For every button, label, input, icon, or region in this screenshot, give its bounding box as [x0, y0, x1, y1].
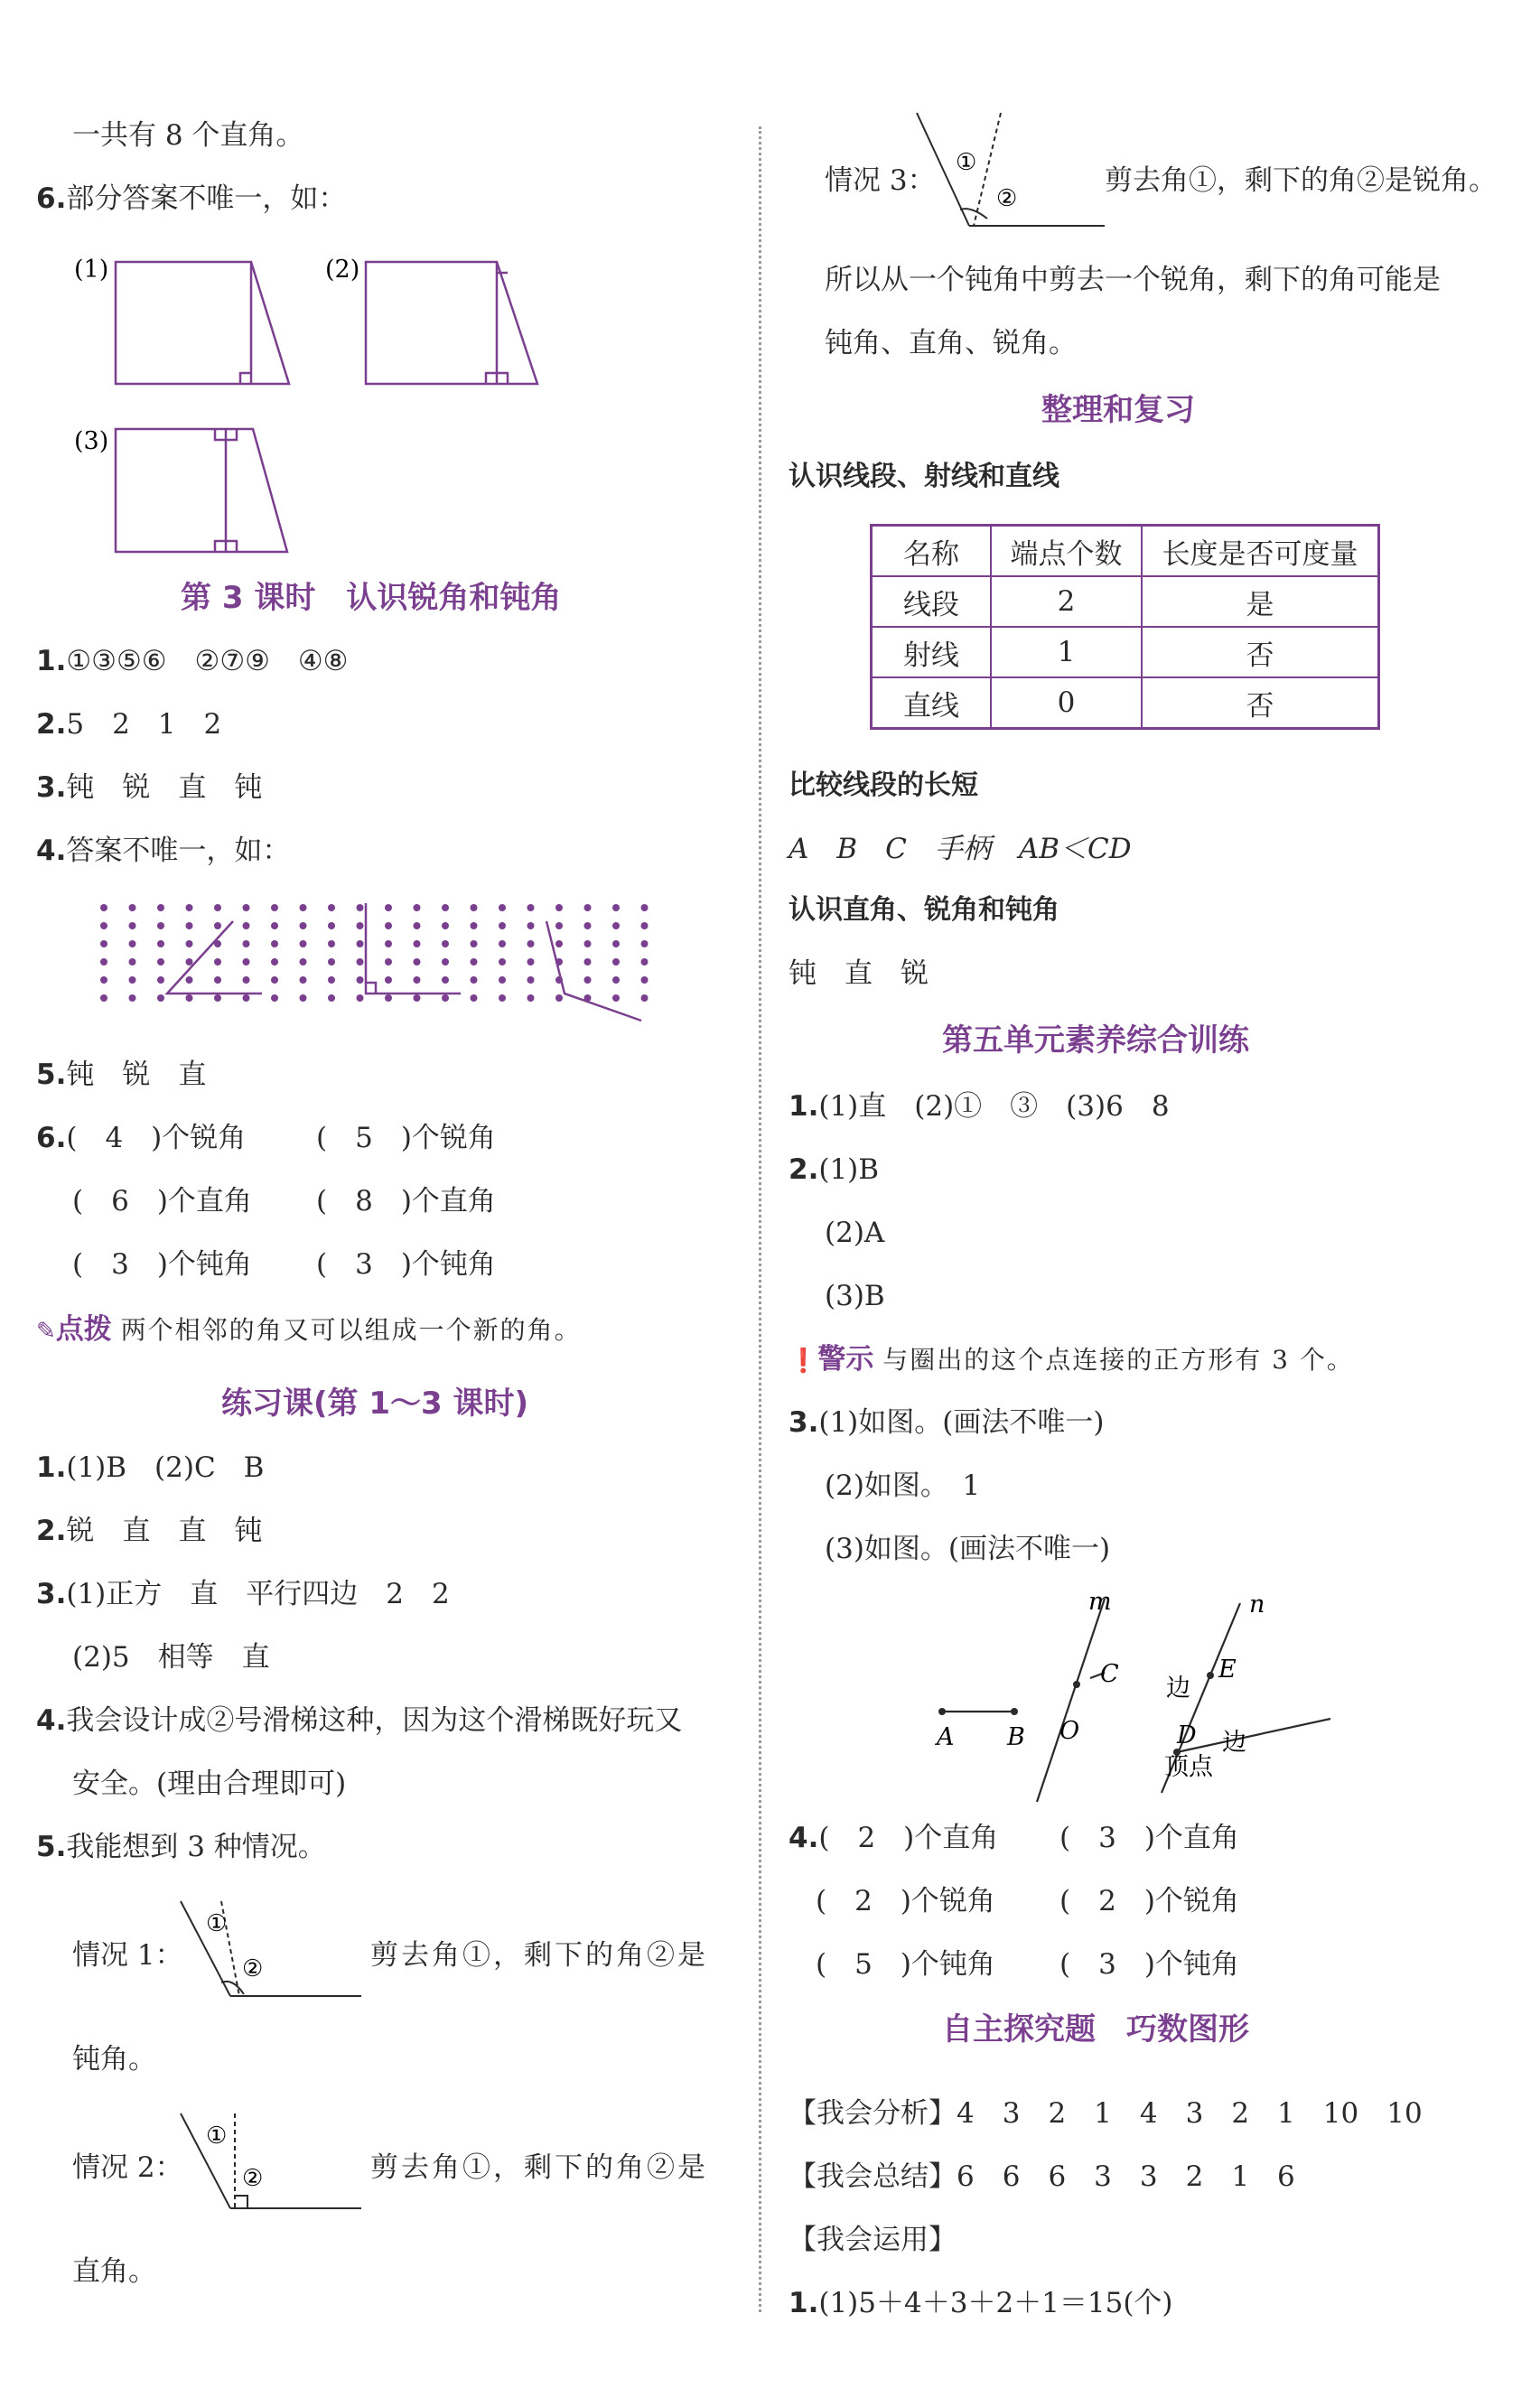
figure-1	[116, 262, 289, 384]
unit5-q2b: (2)A	[825, 1217, 885, 1249]
grid-dot	[527, 994, 535, 1002]
grid-dot	[157, 940, 164, 947]
exclamation-icon: ❗	[789, 1348, 818, 1375]
grid-dot	[499, 994, 506, 1002]
grid-dot	[129, 904, 136, 911]
grid-dot	[584, 976, 592, 984]
figure-2	[366, 262, 537, 384]
grid-dot	[641, 904, 649, 911]
grid-dot	[414, 994, 421, 1002]
unit5-q4: 4.( 2 )个直角	[789, 1822, 999, 1854]
grid-dot	[243, 958, 250, 966]
table-cell: 线段	[872, 576, 992, 627]
grid-dot	[300, 976, 307, 984]
grid-dot	[612, 958, 620, 966]
circle-1: ①	[956, 149, 977, 176]
apply-label: 【我会运用】	[789, 2224, 957, 2256]
grid-dot	[357, 958, 364, 966]
conclusion-a: 所以从一个钝角中剪去一个锐角，剩下的角可能是	[825, 264, 1441, 296]
grid-dot	[243, 994, 250, 1002]
answer-6-r3c1: ( 3 )个钝角	[72, 1248, 252, 1281]
circle-2: ②	[242, 1955, 264, 1983]
grid-dot	[641, 994, 649, 1002]
table-cell: 射线	[872, 627, 992, 677]
grid-dot	[385, 940, 392, 947]
grid-dot	[471, 994, 478, 1002]
tip-box: ✎点拨 两个相邻的角又可以组成一个新的角。	[36, 1313, 582, 1346]
circle-1: ①	[206, 2122, 228, 2150]
label-C: C	[1100, 1660, 1119, 1688]
label-A: A	[937, 1723, 955, 1751]
grid-dot	[100, 904, 107, 911]
table-row	[872, 677, 1379, 729]
grid-dot	[442, 976, 449, 984]
unit5-q4-r3c1: ( 5 )个钝角	[816, 1948, 995, 1981]
table-row	[872, 576, 1379, 627]
grid-dot	[555, 904, 563, 911]
grid-dot	[612, 976, 620, 984]
grid-dot	[641, 958, 649, 966]
grid-dot	[300, 958, 307, 966]
answer-5: 5.钝 锐 直	[36, 1059, 207, 1091]
grid-dot	[214, 976, 221, 984]
case1-text: 剪去角①，剩下的角②是	[370, 1939, 708, 1972]
unit5-q4-r2c1: ( 2 )个锐角	[816, 1885, 995, 1917]
review-title: 整理和复习	[1041, 392, 1195, 428]
grid-dot	[442, 958, 449, 966]
grid-dot	[499, 940, 506, 947]
grid-dot	[157, 958, 164, 966]
grid-dot	[328, 922, 335, 929]
fig-label-3: (3)	[74, 427, 109, 455]
grid-dot	[357, 940, 364, 947]
figure-3	[116, 429, 287, 552]
grid-dot	[555, 940, 563, 947]
grid-dot	[157, 994, 164, 1002]
grid-dot	[641, 922, 649, 929]
label-vertex: 顶点	[1164, 1753, 1213, 1781]
question-6: 6.部分答案不唯一，如：	[36, 182, 347, 215]
unit5-q4-r1c2: ( 3 )个直角	[1059, 1822, 1239, 1854]
unit5-q2c: (3)B	[825, 1280, 885, 1312]
label-D: D	[1177, 1721, 1197, 1749]
grid-dot	[157, 976, 164, 984]
grid-dot	[414, 958, 421, 966]
grid-dot	[555, 994, 563, 1002]
circle-1: ①	[206, 1910, 228, 1937]
grid-dot	[214, 904, 221, 911]
grid-dot	[271, 940, 278, 947]
case3-angle	[906, 108, 1123, 235]
practice-title: 练习课(第 1～3 课时)	[221, 1385, 529, 1422]
unit5-q3: 3.(1)如图。(画法不唯一)	[789, 1406, 1105, 1439]
table-row	[872, 627, 1379, 677]
unit5-q2: 2.(1)B	[789, 1153, 880, 1186]
grid-dots	[100, 904, 649, 1002]
table-cell: 直线	[872, 677, 992, 729]
grid-dot	[499, 958, 506, 966]
grid-dot	[385, 958, 392, 966]
grid-dot	[157, 922, 164, 929]
grid-dot	[414, 922, 421, 929]
grid-dot	[357, 922, 364, 929]
case1-end: 钝角。	[72, 2043, 156, 2076]
grid-dot	[328, 904, 335, 911]
answer-1: 1.①③⑤⑥ ②⑦⑨ ④⑧	[36, 645, 349, 677]
grid-dot	[471, 976, 478, 984]
grid-dot	[385, 994, 392, 1002]
unit5-q4-r2c2: ( 2 )个锐角	[1059, 1885, 1239, 1917]
text-line: 一共有 8 个直角。	[72, 119, 304, 152]
grid-dot	[385, 922, 392, 929]
grid-dot	[186, 922, 193, 929]
sub-heading-compare: 比较线段的长短	[789, 770, 978, 801]
grid-dot	[100, 922, 107, 929]
label-B: B	[1007, 1723, 1025, 1751]
grid-dot	[328, 976, 335, 984]
grid-dot	[300, 904, 307, 911]
table-cell: 2	[991, 576, 1142, 627]
table-header: 名称	[872, 526, 992, 577]
unit5-q3c: (3)如图。(画法不唯一)	[825, 1533, 1111, 1565]
grid-dot	[271, 958, 278, 966]
grid-dot	[129, 976, 136, 984]
unit5-q4-r3c2: ( 3 )个钝角	[1059, 1948, 1239, 1981]
label-m: m	[1088, 1590, 1112, 1616]
answer-6-r2c1: ( 6 )个直角	[72, 1185, 252, 1217]
case2-angle	[172, 2109, 370, 2235]
circle-2: ②	[242, 2165, 264, 2192]
answer-6-r3c2: ( 3 )个钝角	[316, 1248, 496, 1281]
table-cell: 否	[1142, 677, 1379, 729]
grid-dot	[555, 922, 563, 929]
table-header-row	[872, 526, 1379, 577]
practice-2: 2.锐 直 直 钝	[36, 1515, 263, 1547]
column-divider	[759, 126, 761, 2312]
grid-dot	[471, 940, 478, 947]
grid-dot	[100, 940, 107, 947]
fig-label-1: (1)	[74, 256, 109, 284]
practice-1: 1.(1)B (2)C B	[36, 1451, 265, 1484]
grid-dot	[385, 976, 392, 984]
label-side-1: 边	[1166, 1675, 1190, 1703]
fig-label-2: (2)	[325, 256, 360, 284]
label-n: n	[1249, 1591, 1265, 1619]
grid-dot	[499, 976, 506, 984]
grid-dot	[414, 904, 421, 911]
compare-answer: A B C 手柄 AB＜CD	[789, 833, 1132, 865]
answer-6-r1c2: ( 5 )个锐角	[316, 1122, 496, 1154]
grid-dot	[271, 904, 278, 911]
grid-dot	[641, 940, 649, 947]
grid-dot	[527, 904, 535, 911]
summary-line: 【我会总结】6 6 6 3 3 2 1 6	[789, 2160, 1295, 2193]
grid-dot	[129, 958, 136, 966]
grid-dot	[186, 994, 193, 1002]
answer-3: 3.钝 锐 直 钝	[36, 771, 263, 804]
unit5-q1: 1.(1)直 (2)① ③ (3)6 8	[789, 1090, 1170, 1123]
grid-dot	[214, 994, 221, 1002]
circle-2: ②	[996, 185, 1018, 212]
case2-end: 直角。	[72, 2255, 156, 2288]
case1-angle	[172, 1897, 370, 2023]
label-O: O	[1059, 1717, 1080, 1745]
grid-dot	[214, 958, 221, 966]
answer-6-r2c2: ( 8 )个直角	[316, 1185, 496, 1217]
grid-dot	[357, 904, 364, 911]
grid-dot	[357, 976, 364, 984]
grid-dot	[300, 940, 307, 947]
grid-dot	[186, 904, 193, 911]
grid-dot	[100, 976, 107, 984]
grid-dot	[243, 922, 250, 929]
grid-dot	[129, 940, 136, 947]
grid-dot	[186, 940, 193, 947]
conclusion-b: 钝角、直角、锐角。	[825, 327, 1077, 359]
grid-dot	[186, 976, 193, 984]
grid-dot	[527, 976, 535, 984]
answer-2: 2.5 2 1 2	[36, 708, 222, 741]
grid-dot	[243, 940, 250, 947]
grid-dot	[129, 994, 136, 1002]
answer-4: 4.答案不唯一，如：	[36, 835, 291, 867]
grid-dot	[442, 940, 449, 947]
practice-3b: (2)5 相等 直	[72, 1641, 270, 1674]
grid-dot	[328, 958, 335, 966]
label-side-2: 边	[1222, 1729, 1246, 1757]
label-E: E	[1218, 1656, 1237, 1684]
sub-heading-lines: 认识线段、射线和直线	[789, 461, 1059, 492]
apply-1: 1.(1)5＋4＋3＋2＋1＝15(个)	[789, 2287, 1173, 2319]
grid-dot	[612, 904, 620, 911]
practice-4b: 安全。(理由合理即可)	[72, 1768, 347, 1800]
analyze-line: 【我会分析】4 3 2 1 4 3 2 1 10 10	[789, 2097, 1423, 2130]
grid-dot	[414, 940, 421, 947]
table-cell: 是	[1142, 576, 1379, 627]
line-types-table	[870, 524, 1380, 730]
grid-dot	[385, 904, 392, 911]
table-header: 长度是否可度量	[1142, 526, 1379, 577]
table-cell: 0	[991, 677, 1142, 729]
grid-dot	[499, 922, 506, 929]
table-cell: 1	[991, 627, 1142, 677]
grid-dot	[584, 904, 592, 911]
warning-box: ❗警示 与圈出的这个点连接的正方形有 3 个。	[789, 1343, 1354, 1376]
grid-dot	[214, 922, 221, 929]
angles-answer: 钝 直 锐	[789, 957, 929, 990]
practice-3: 3.(1)正方 直 平行四边 2 2	[36, 1578, 450, 1610]
grid-dot	[243, 904, 250, 911]
grid-dot	[300, 994, 307, 1002]
grid-dot	[442, 904, 449, 911]
grid-dot	[414, 976, 421, 984]
practice-4: 4.我会设计成②号滑梯这种，因为这个滑梯既好玩又	[36, 1704, 683, 1737]
grid-dot	[357, 994, 364, 1002]
sub-heading-angles: 认识直角、锐角和钝角	[789, 894, 1059, 926]
grid-dot	[271, 976, 278, 984]
grid-dot	[471, 958, 478, 966]
grid-dot	[100, 994, 107, 1002]
grid-dot	[157, 904, 164, 911]
grid-dot	[527, 958, 535, 966]
grid-dot	[442, 994, 449, 1002]
grid-dot	[471, 904, 478, 911]
grid-angles	[167, 903, 641, 1021]
grid-dot	[471, 922, 478, 929]
case2-text: 剪去角①，剩下的角②是	[370, 2151, 708, 2184]
pencil-icon: ✎	[36, 1318, 56, 1345]
grid-dot	[612, 940, 620, 947]
lesson3-title: 第 3 课时 认识锐角和钝角	[181, 580, 562, 616]
grid-dot	[100, 958, 107, 966]
grid-dot	[129, 922, 136, 929]
grid-dot	[243, 976, 250, 984]
unit5-title: 第五单元素养综合训练	[942, 1022, 1249, 1059]
table-cell: 否	[1142, 627, 1379, 677]
case2-label: 情况 2：	[72, 2151, 183, 2184]
grid-dot	[271, 994, 278, 1002]
practice-5: 5.我能想到 3 种情况。	[36, 1831, 326, 1863]
case3-text: 剪去角①，剩下的角②是锐角。	[1105, 164, 1497, 197]
grid-dot	[612, 922, 620, 929]
grid-dot	[641, 976, 649, 984]
grid-dot	[328, 994, 335, 1002]
grid-dot	[300, 922, 307, 929]
grid-dot	[612, 994, 620, 1002]
explore-title: 自主探究题 巧数图形	[942, 2011, 1249, 2048]
dot-grid	[99, 903, 732, 1030]
trapezoid-figures	[36, 248, 578, 555]
grid-dot	[584, 922, 592, 929]
grid-dot	[584, 940, 592, 947]
case1-label: 情况 1：	[72, 1939, 183, 1972]
grid-dot	[527, 922, 535, 929]
unit5-q3b: (2)如图。 1	[825, 1469, 981, 1502]
geometry-figure	[924, 1590, 1394, 1806]
grid-dot	[442, 922, 449, 929]
grid-dot	[186, 958, 193, 966]
grid-dot	[499, 904, 506, 911]
answer-6: 6.( 4 )个锐角	[36, 1122, 247, 1154]
grid-dot	[584, 958, 592, 966]
grid-dot	[271, 922, 278, 929]
grid-dot	[328, 940, 335, 947]
table-header: 端点个数	[991, 526, 1142, 577]
case3-label: 情况 3：	[825, 164, 936, 197]
grid-dot	[527, 940, 535, 947]
